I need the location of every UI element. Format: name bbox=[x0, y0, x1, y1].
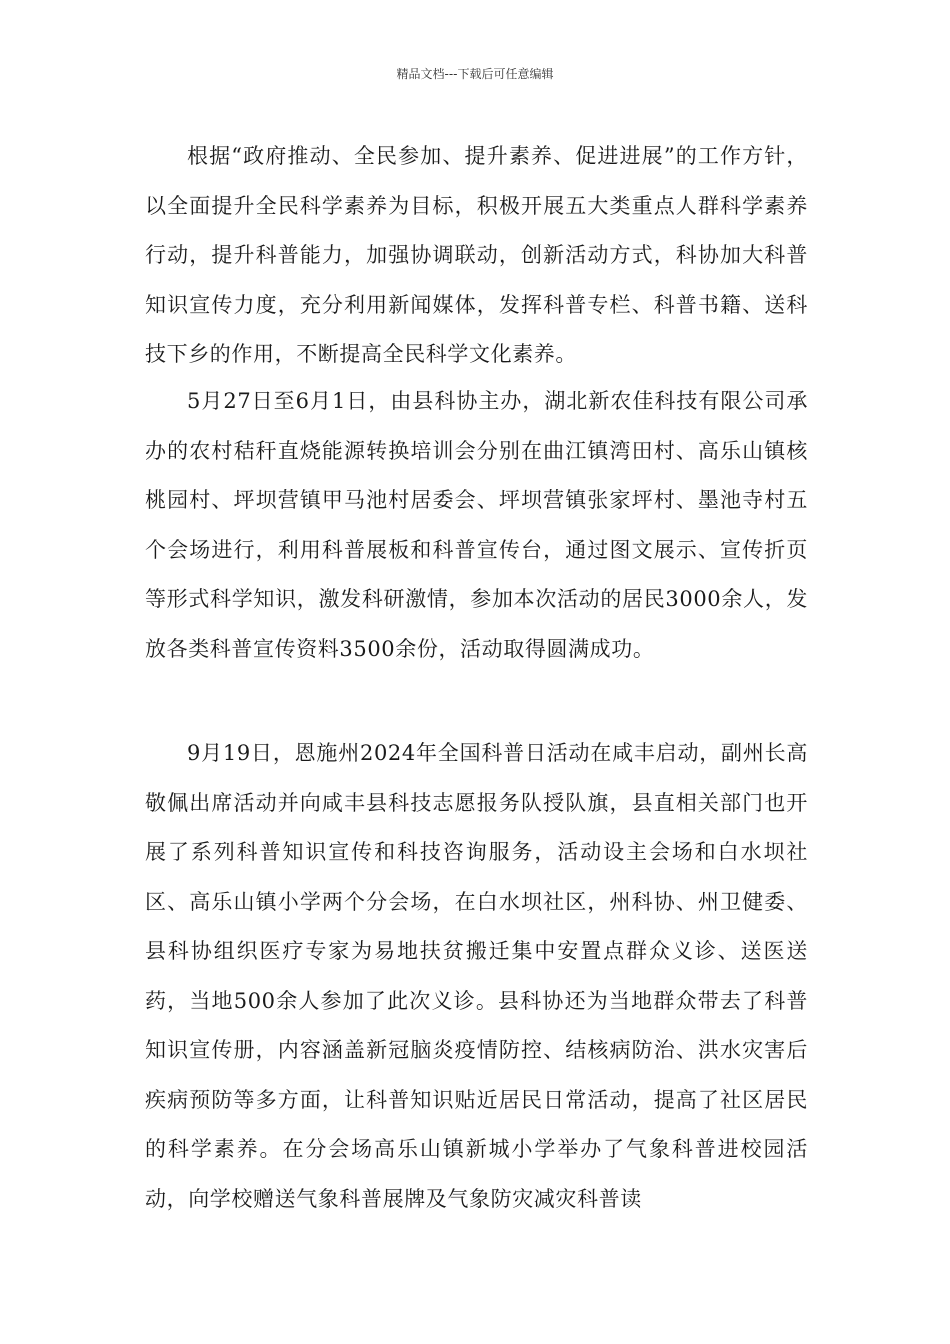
paragraph-science-day bbox=[145, 729, 808, 1224]
page-header: 精品文档---下载后可任意编辑 bbox=[396, 67, 554, 81]
paragraph-training-event bbox=[145, 377, 808, 674]
paragraph-text: 根据“政府推动、全民参加、提升素养、促进进展”的工作方针，以全面提升全民科学素养为目标，积极开展五大类重点人群科学素养行动，提升科普能力，加强协调联动，创新活动方式，科协加大科普知识宣传力度，充分利用新闻媒体，发挥科普专栏、科普书籍、送科技下乡的作用，不断提高全民科学文化素养。 bbox=[145, 144, 808, 366]
paragraph-text: 5月27日至6月1日，由县科协主办，湖北新农佳科技有限公司承办的农村秸秆直烧能源转换培训会分别在曲江镇湾田村、高乐山镇核桃园村、坪坝营镇甲马池村居委会、坪坝营镇张家坪村、墨池寺村五个会场进行，利用科普展板和科普宣传台，通过图文展示、宣传折页等形式科学知识，激发科研激情，参加本次活动的居民3000余人，发放各类科普宣传资料3500余份，活动取得圆满成功。 bbox=[145, 389, 808, 661]
paragraph-text: 9月19日，恩施州2024年全国科普日活动在咸丰启动，副州长高敬佩出席活动并向咸丰县科技志愿报务队授队旗，县直相关部门也开展了系列科普知识宣传和科技咨询服务，活动设主会场和白水坝社区、高乐山镇小学两个分会场，在白水坝社区，州科协、州卫健委、县科协组织医疗专家为易地扶贫搬迁集中安置点群众义诊、送医送药，当地500余人参加了此次义诊。县科协还为当地群众带去了科普知识宣传册，内容涵盖新冠脑炎疫情防控、结核病防治、洪水灾害后疾病预防等多方面，让科普知识贴近居民日常活动，提高了社区居民的科学素养。在分会场高乐山镇新城小学举办了气象科普进校园活动，向学校赠送气象科普展牌及气象防灾减灾科普读 bbox=[145, 741, 808, 1211]
paragraph-policy bbox=[145, 132, 808, 380]
